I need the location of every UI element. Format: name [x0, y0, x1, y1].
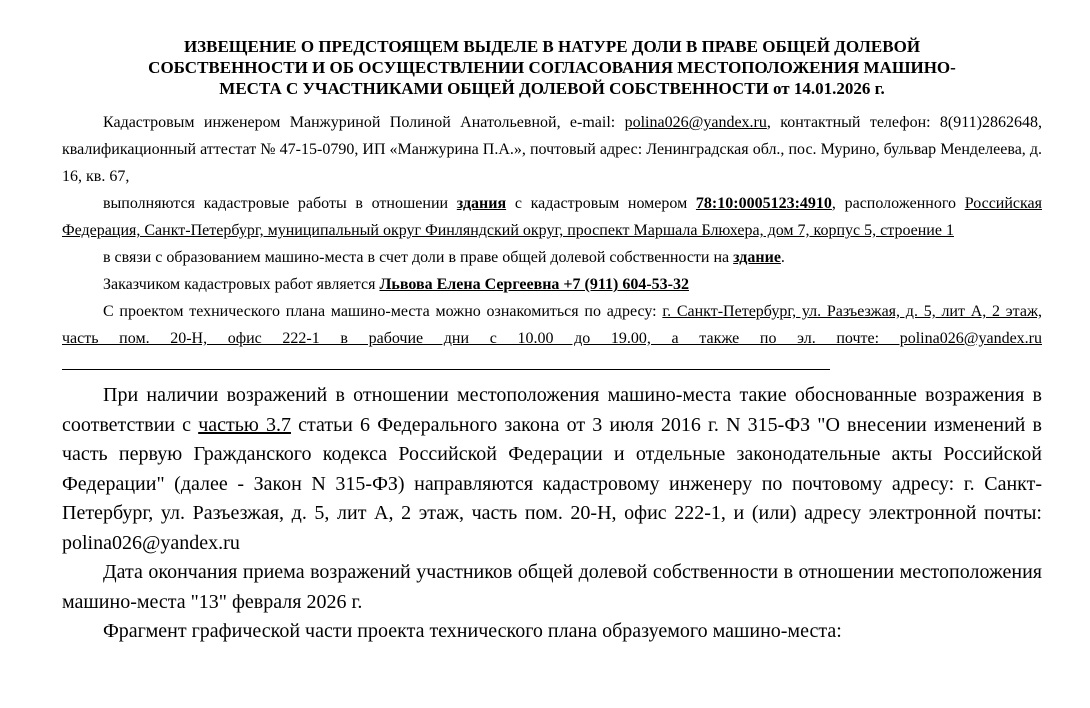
- deadline-paragraph: Дата окончания приема возражений участников общей долевой собственности в отношении местоположения машино-места "13" февраля 2026 г.: [62, 561, 1042, 613]
- purpose-object: здание: [733, 249, 781, 266]
- works-prefix: выполняются кадастровые работы в отношении: [103, 195, 457, 212]
- project-prefix: С проектом технического плана машино-места можно ознакомиться по адресу:: [103, 303, 663, 320]
- objections-part1: При наличии возражений в отношении местоположения машино-места такие обоснованные возражения в соответствии с: [62, 384, 1042, 436]
- project-paragraph: [62, 298, 1042, 379]
- purpose-paragraph: [62, 244, 1042, 271]
- title-line-2: СОБСТВЕННОСТИ И ОБ ОСУЩЕСТВЛЕНИИ СОГЛАСОВАНИЯ МЕСТОПОЛОЖЕНИЯ МАШИНО-: [148, 58, 956, 77]
- works-middle: с кадастровым номером: [506, 195, 696, 212]
- notice-details: [62, 109, 1042, 379]
- title-line-3: МЕСТА С УЧАСТНИКАМИ ОБЩЕЙ ДОЛЕВОЙ СОБСТВЕННОСТИ от 14.01.2026 г.: [219, 79, 885, 98]
- works-object: здания: [456, 195, 507, 212]
- underline-fill: [62, 352, 830, 370]
- title-line-1: ИЗВЕЩЕНИЕ О ПРЕДСТОЯЩЕМ ВЫДЕЛЕ В НАТУРЕ ДОЛИ В ПРАВЕ ОБЩЕЙ ДОЛЕВОЙ: [183, 37, 921, 56]
- objections-paragraph: [62, 381, 1042, 558]
- objections-part2: статьи 6 Федерального закона от 3 июля 2016 г. N 315-ФЗ "О внесении изменений в часть первую Гражданского кодекса Российской Федерации и отдельные законодательные акты Российской Федерации" (далее - Закон N 315-ФЗ) направляются кадастровому инженеру по почтовому адресу: г. Санкт-Петербург, ул. Разъезжая, д. 5, лит А, 2 этаж, часть пом. 20-Н, офис 222-1, и (или) адресу электронной почты: polina026@yandex.ru: [62, 413, 1042, 554]
- engineer-paragraph: [62, 109, 1042, 190]
- notice-document: [62, 36, 1042, 647]
- customer-name: Львова Елена Сергеевна +7 (911) 604-53-32: [379, 276, 689, 293]
- cadastral-number: 78:10:0005123:4910: [695, 195, 832, 212]
- notice-title: [62, 36, 1042, 99]
- engineer-email-link[interactable]: polina026@yandex.ru: [624, 114, 767, 131]
- customer-paragraph: [62, 271, 1042, 298]
- law-part-link[interactable]: частью 3.7: [198, 413, 291, 436]
- notice-body: [62, 381, 1042, 647]
- customer-prefix: Заказчиком кадастровых работ является: [103, 276, 380, 293]
- purpose-end: .: [780, 249, 785, 266]
- engineer-intro: Кадастровым инженером Манжуриной Полиной Анатольевной, e-mail:: [103, 114, 625, 131]
- works-paragraph: [62, 190, 1042, 244]
- object-address: Российская Федерация, Санкт-Петербург, муниципальный округ Финляндский округ, проспект Маршала Блюхера, дом 7, корпус 5, строение 1: [62, 195, 1043, 239]
- purpose-text: в связи с образованием машино-места в счет доли в праве общей долевой собственности на: [103, 249, 734, 266]
- engineer-details: , контактный телефон: 8(911)2862648, квалификационный аттестат № 47-15-0790, ИП «Манжурина П.А.», почтовый адрес: Ленинградская обл., пос. Мурино, бульвар Менделеева, д. 16, кв. 67,: [62, 114, 1042, 185]
- fragment-paragraph: Фрагмент графической части проекта технического плана образуемого машино-места:: [103, 620, 842, 642]
- works-located: , расположенного: [831, 195, 965, 212]
- project-address: г. Санкт-Петербург, ул. Разъезжая, д. 5, лит А, 2 этаж, часть пом. 20-Н, офис 222-1 в рабочие дни с 10.00 до 19.00, а также по эл. почте: polina026@yandex.ru: [62, 303, 1043, 347]
